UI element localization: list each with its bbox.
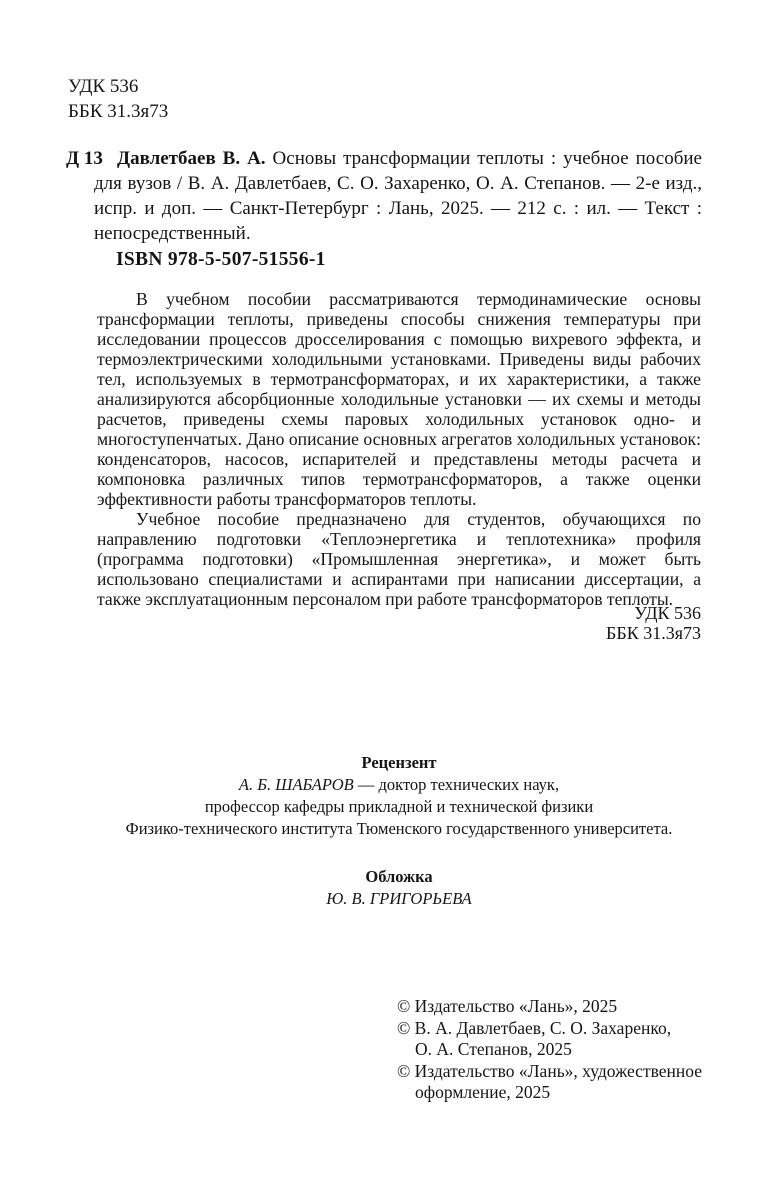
bbk-code-bottom: ББК 31.3я73 xyxy=(606,623,701,643)
reviewer-heading: Рецензент xyxy=(361,753,437,772)
cover-designer-name: Ю. В. ГРИГОРЬЕВА xyxy=(326,889,472,908)
reviewer-affiliation: Физико-технического института Тюменского государственного университета. xyxy=(125,819,673,838)
annotation-paragraph-1: В учебном пособии рассматриваются термодинамические основы трансформации теплоты, приведены способы снижения температуры при исследовании процессов дросселирования с помощью вихревого эффекта, и термоэлектрическими холодильными установками. Приведены виды рабочих тел, используемых в термотрансформаторах, и их характеристики, а также анализируются абсорбционные холодильные установки — их схемы и методы расчетов, приведены схемы паровых холодильных установок одно- и многоступенчатых. Дано описание основных агрегатов холодильных установок: конденсаторов, насосов, испарителей и представлены методы расчета и компоновка различных типов термотрансформаторов, а также оценки эффективности работы трансформаторов теплоты. xyxy=(97,289,701,509)
catalog-entry-author: Давлетбаев В. А. xyxy=(117,148,266,169)
cover-heading: Обложка xyxy=(365,867,433,886)
udc-code-bottom: УДК 536 xyxy=(634,603,701,623)
annotation xyxy=(97,289,701,609)
udc-code: УДК 536 xyxy=(68,76,139,97)
classification-codes-top xyxy=(68,74,168,124)
catalog-entry-description: Основы трансформации теплоты : учебное пособие для вузов / В. А. Давлетбаев, С. О. Захаренко, О. А. Степанов. — 2-е изд., испр. и доп. — Санкт-Петербург : Лань, 2025. — 212 с. : ил. — Текст : непосредственный. xyxy=(94,148,702,244)
catalog-entry-text xyxy=(94,146,702,246)
copyright-line-authors-continued: О. А. Степанов, 2025 xyxy=(415,1039,572,1059)
copyright-line-artwork-continued: оформление, 2025 xyxy=(415,1082,551,1102)
copyright-line-publisher: © Издательство «Лань», 2025 xyxy=(397,996,618,1016)
catalog-entry-code: Д 13 xyxy=(66,148,103,169)
reviewer-name: А. Б. ШАБАРОВ xyxy=(238,775,354,794)
classification-codes-bottom xyxy=(400,603,701,643)
copyright-line-artwork: © Издательство «Лань», художественное xyxy=(397,1060,702,1081)
bbk-code: ББК 31.3я73 xyxy=(68,101,169,122)
annotation-paragraph-2: Учебное пособие предназначено для студентов, обучающихся по направлению подготовки «Теплоэнергетика и теплотехника» профиля (программа подготовки) «Промышленная энергетика», и может быть использовано специалистами и аспирантами при написании диссертации, а также эксплуатационным персоналом при работе трансформаторов теплоты. xyxy=(97,509,701,609)
reviewer-position: профессор кафедры прикладной и технической физики xyxy=(204,797,594,816)
copyright-line-authors: © В. А. Давлетбаев, С. О. Захаренко, xyxy=(397,1017,672,1038)
reviewer-name-line xyxy=(97,774,701,796)
reviewer-degree: — доктор технических наук, xyxy=(353,775,560,794)
cover-credit-section xyxy=(97,866,701,910)
isbn: ISBN 978-5-507-51556-1 xyxy=(116,249,326,270)
reviewer-section xyxy=(97,752,701,840)
copyright-section xyxy=(397,996,707,1104)
catalog-entry xyxy=(66,146,702,246)
